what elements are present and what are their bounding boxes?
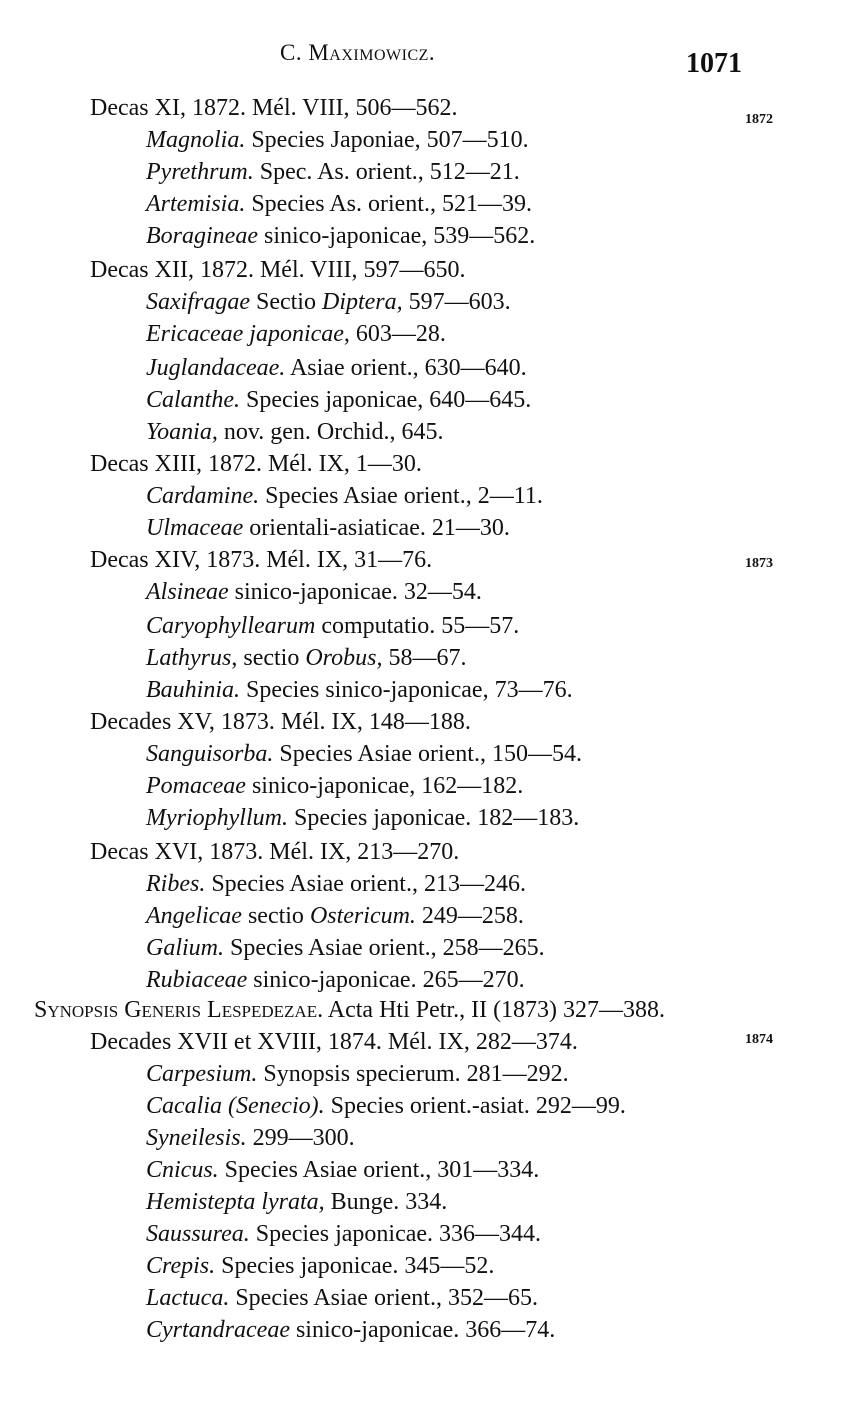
taxon-entry: [146, 934, 545, 962]
taxon-name: Cnicus.: [146, 1157, 219, 1183]
synopsis-entry: [34, 996, 665, 1024]
entry-text: Species Asiae orient., 150—54.: [273, 741, 582, 767]
entry-text: Synopsis specierum. 281—292.: [257, 1061, 569, 1087]
taxon-entry: [146, 772, 523, 800]
entry-text: Species Asiae orient., 258—265.: [224, 935, 545, 961]
taxon-entry: [146, 740, 582, 768]
author-initial: C.: [280, 40, 309, 65]
entry-text: , sectio: [231, 645, 306, 671]
entry-text: Species japonicae. 182—183.: [287, 805, 580, 831]
taxon-entry: [146, 354, 527, 382]
taxon-entry: [146, 1220, 541, 1248]
entry-text: 597—603.: [402, 289, 511, 315]
taxon-name: Carpesium.: [146, 1061, 258, 1087]
entry-text: Decas XI, 1872. Mél. VIII, 506—562.: [90, 95, 458, 121]
work-title: Synopsis Generis Lespedezae.: [34, 997, 324, 1023]
taxon-name: Ribes.: [146, 871, 206, 897]
taxon-entry: [146, 126, 529, 154]
taxon-entry: [146, 1252, 494, 1280]
entry-text: Species Asiae orient., 301—334.: [218, 1157, 540, 1183]
margin-year-1872: 1872: [745, 112, 773, 127]
taxon-entry: [146, 902, 524, 930]
margin-year-1874: 1874: [745, 1032, 773, 1047]
decas-entry: [90, 708, 471, 736]
entry-text: sinico-japonicae. 366—74.: [289, 1317, 556, 1343]
entry-text: Decas XIII, 1872. Mél. IX, 1—30.: [90, 451, 422, 477]
taxon-name: Angelicae: [146, 903, 242, 929]
decas-entry: [90, 94, 458, 122]
taxon-name: Saxifragae: [146, 289, 250, 315]
entry-text: 58—67.: [382, 645, 467, 671]
taxon-name: Orobus,: [305, 645, 383, 671]
entry-text: sectio: [241, 903, 310, 929]
taxon-name: Alsineae: [146, 579, 229, 605]
entry-text: nov. gen. Orchid., 645.: [217, 419, 444, 445]
entry-text: Species Asiae orient., 2—11.: [259, 483, 543, 509]
taxon-entry: [146, 1156, 539, 1184]
taxon-entry: [146, 158, 520, 186]
taxon-name: Ericaceae japonicae: [146, 321, 344, 347]
taxon-name: Juglandaceae.: [146, 355, 286, 381]
taxon-name: Pyrethrum.: [146, 159, 254, 185]
taxon-name: Cyrtandraceae: [146, 1317, 290, 1343]
taxon-entry: [146, 676, 573, 704]
decas-entry: [90, 256, 465, 284]
taxon-entry: [146, 1316, 555, 1344]
taxon-name: Saussurea.: [146, 1221, 250, 1247]
taxon-name: Lactuca.: [146, 1285, 230, 1311]
page-number: 1071: [686, 48, 742, 79]
taxon-name: Caryophyllearum: [146, 613, 316, 639]
taxon-entry: [146, 644, 466, 672]
taxon-entry: [146, 514, 510, 542]
taxon-name: Pomaceae: [146, 773, 246, 799]
taxon-entry: [146, 288, 511, 316]
taxon-entry: [146, 320, 446, 348]
taxon-name: Galium.: [146, 935, 224, 961]
taxon-entry: [146, 870, 526, 898]
entry-text: 249—258.: [415, 903, 524, 929]
entry-text: orientali-asiaticae. 21—30.: [243, 515, 510, 541]
entry-text: Asiae orient., 630—640.: [285, 355, 527, 381]
entry-text: Spec. As. orient., 512—21.: [253, 159, 520, 185]
taxon-entry: [146, 804, 579, 832]
taxon-name: Diptera,: [321, 289, 403, 315]
taxon-name: Cardamine.: [146, 483, 260, 509]
taxon-entry: [146, 1060, 569, 1088]
entry-text: computatio. 55—57.: [315, 613, 520, 639]
entry-text: Species japonicae. 336—344.: [249, 1221, 542, 1247]
decas-entry: [90, 838, 459, 866]
taxon-name: Boragineae: [146, 223, 258, 249]
taxon-entry: [146, 482, 543, 510]
entry-text: Bunge. 334.: [324, 1189, 448, 1215]
entry-text: Species Asiae orient., 352—65.: [229, 1285, 538, 1311]
taxon-entry: [146, 578, 482, 606]
taxon-name: Yoania,: [146, 419, 218, 445]
decas-entry: [90, 1028, 578, 1056]
taxon-entry: [146, 222, 535, 250]
taxon-name: Crepis.: [146, 1253, 216, 1279]
entry-text: Species As. orient., 521—39.: [245, 191, 532, 217]
entry-text: Species orient.-asiat. 292—99.: [324, 1093, 626, 1119]
decas-entry: [90, 546, 432, 574]
entry-text: sinico-japonicae. 32—54.: [228, 579, 482, 605]
entry-text: Decades XV, 1873. Mél. IX, 148—188.: [90, 709, 471, 735]
taxon-entry: [146, 1188, 447, 1216]
entry-text: Species sinico-japonicae, 73—76.: [240, 677, 573, 703]
entry-text: Acta Hti Petr., II (1873) 327—388.: [323, 997, 666, 1023]
taxon-name: Ulmaceae: [146, 515, 244, 541]
entry-text: Species Japoniae, 507—510.: [245, 127, 529, 153]
running-head-author: [280, 40, 435, 66]
taxon-entry: [146, 1092, 626, 1120]
taxon-entry: [146, 612, 519, 640]
entry-text: Decas XVI, 1873. Mél. IX, 213—270.: [90, 839, 460, 865]
entry-text: Decades XVII et XVIII, 1874. Mél. IX, 282—374.: [90, 1029, 578, 1055]
taxon-name: Myriophyllum.: [146, 805, 288, 831]
taxon-name: Hemistepta lyrata,: [146, 1189, 325, 1215]
entry-text: Species japonicae, 640—645.: [240, 387, 532, 413]
taxon-name: Sanguisorba.: [146, 741, 274, 767]
entry-text: Species Asiae orient., 213—246.: [205, 871, 526, 897]
entry-text: Decas XIV, 1873. Mél. IX, 31—76.: [90, 547, 433, 573]
taxon-name: Lathyrus: [146, 645, 232, 671]
taxon-entry: [146, 190, 532, 218]
taxon-entry: [146, 966, 525, 994]
taxon-entry: [146, 386, 531, 414]
taxon-name: Syneilesis.: [146, 1125, 247, 1151]
entry-text: Species japonicae. 345—52.: [215, 1253, 495, 1279]
taxon-name: Bauhinia.: [146, 677, 240, 703]
decas-entry: [90, 450, 422, 478]
entry-text: 299—300.: [246, 1125, 355, 1151]
taxon-name: Ostericum.: [309, 903, 416, 929]
entry-text: sinico-japonicae. 265—270.: [247, 967, 525, 993]
entry-text: Sectio: [249, 289, 322, 315]
entry-text: sinico-japonicae, 162—182.: [245, 773, 524, 799]
entry-text: , 603—28.: [343, 321, 446, 347]
entry-text: Decas XII, 1872. Mél. VIII, 597—650.: [90, 257, 466, 283]
author-name: Maximowicz.: [308, 40, 436, 65]
taxon-entry: [146, 1284, 538, 1312]
taxon-entry: [146, 1124, 355, 1152]
margin-year-1873: 1873: [745, 556, 773, 571]
taxon-name: Rubiaceae: [146, 967, 248, 993]
taxon-entry: [146, 418, 444, 446]
taxon-name: Cacalia (Senecio).: [146, 1093, 325, 1119]
taxon-name: Calanthe.: [146, 387, 240, 413]
entry-text: sinico-japonicae, 539—562.: [257, 223, 536, 249]
taxon-name: Artemisia.: [146, 191, 246, 217]
taxon-name: Magnolia.: [146, 127, 246, 153]
